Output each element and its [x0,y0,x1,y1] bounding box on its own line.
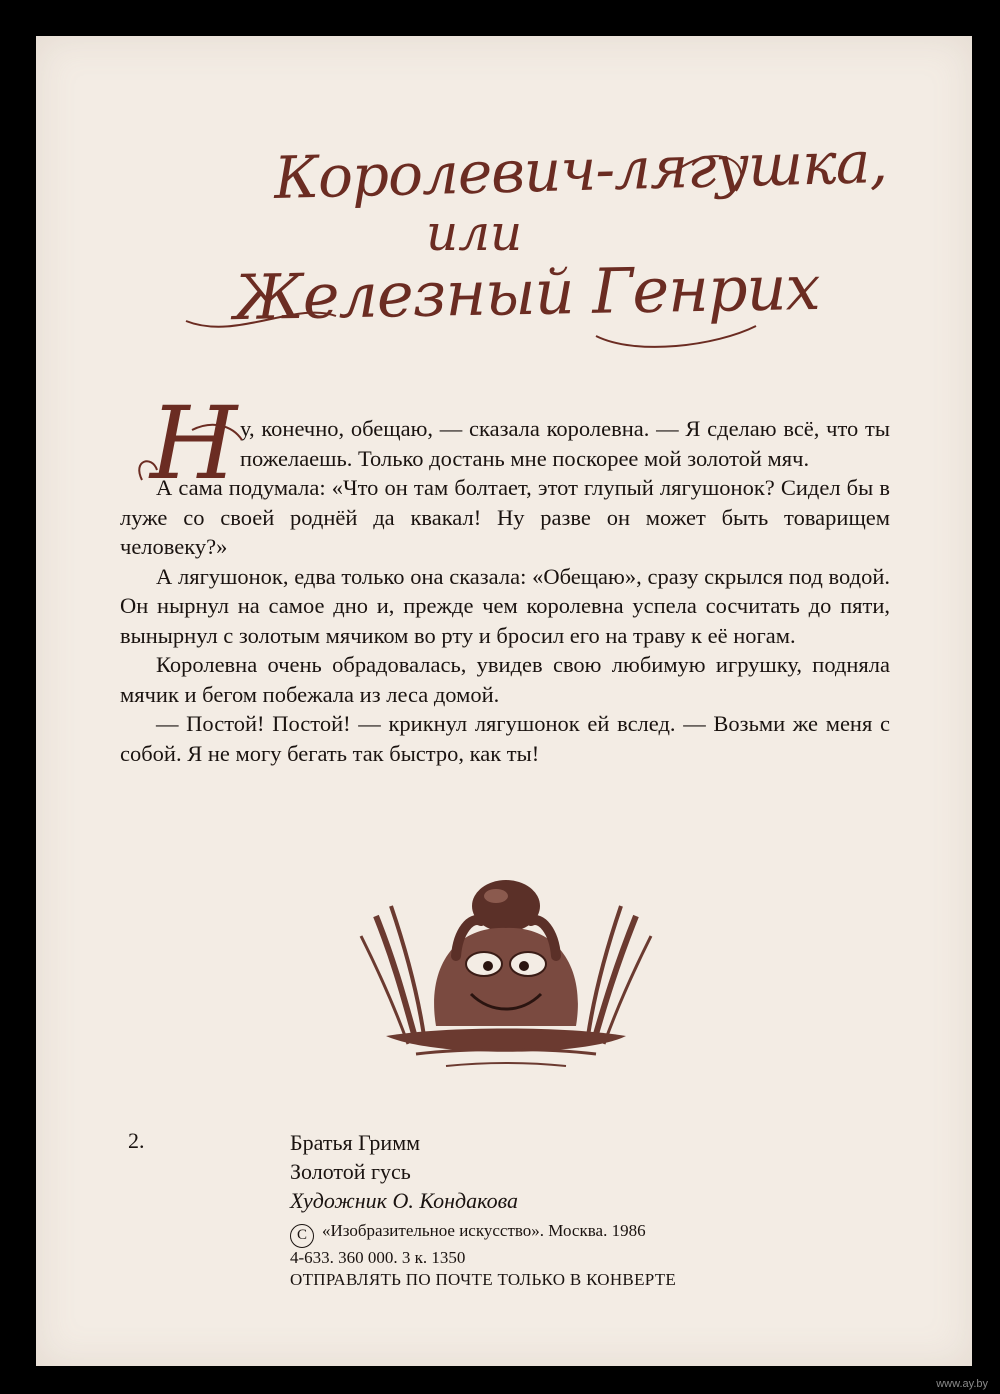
paragraph-1: у, конечно, обещаю, — сказала королевна. — Я сделаю всё, что ты пожелаешь. Только достань мне поскорее мой золотой мяч. [240,416,890,471]
imprint-block [290,1128,676,1292]
copyright-icon: C [290,1224,314,1248]
dropcap [132,385,250,510]
story-text [120,385,890,768]
title-line-2: или [426,204,523,262]
postcard [36,36,972,1366]
title-line-3: Железный Генрих [233,250,821,335]
dropcap-letter: Н [150,385,238,502]
mail-note: ОТПРАВЛЯТЬ ПО ПОЧТЕ ТОЛЬКО В КОНВЕРТЕ [290,1270,677,1289]
card-number: 2. [128,1128,145,1153]
frog-illustration [346,876,666,1076]
paragraph-3: А лягушонок, едва только она сказала: «Обещаю», сразу скрылся под водой. Он нырнул на самое дно и, прежде чем королевна успела сосчитать до пяти, вынырнул с золотым мячиком во рту и бросил его на траву к её ногам. [120,563,890,648]
paragraph-5: — Постой! Постой! — крикнул лягушонок ей вслед. — Возьми же меня с собой. Я не могу бегать так быстро, как ты! [120,711,890,766]
paragraph-2: А сама подумала: «Что он там болтает, этот глупый лягушонок? Сидел бы в луже со своей роднёй да квакал! Ну разве он может быть товарищем человеку?» [120,475,890,559]
watermark: www.ay.by [936,1378,988,1390]
authors: Братья Гримм [290,1130,421,1155]
artist: Художник О. Кондакова [290,1188,519,1213]
publisher-row [290,1221,676,1248]
paragraph-4: Королевна очень обрадовалась, увидев свою любимую игрушку, подняла мячик и бегом побежала из леса домой. [120,652,890,707]
title-line-1: Королевич-лягушка, [273,127,888,213]
story-title [36,116,972,346]
book-title: Золотой гусь [290,1159,411,1184]
print-info: 4-633. 360 000. 3 к. 1350 [290,1248,466,1267]
publisher: «Изобразительное искусство». Москва. 1986 [322,1221,646,1240]
